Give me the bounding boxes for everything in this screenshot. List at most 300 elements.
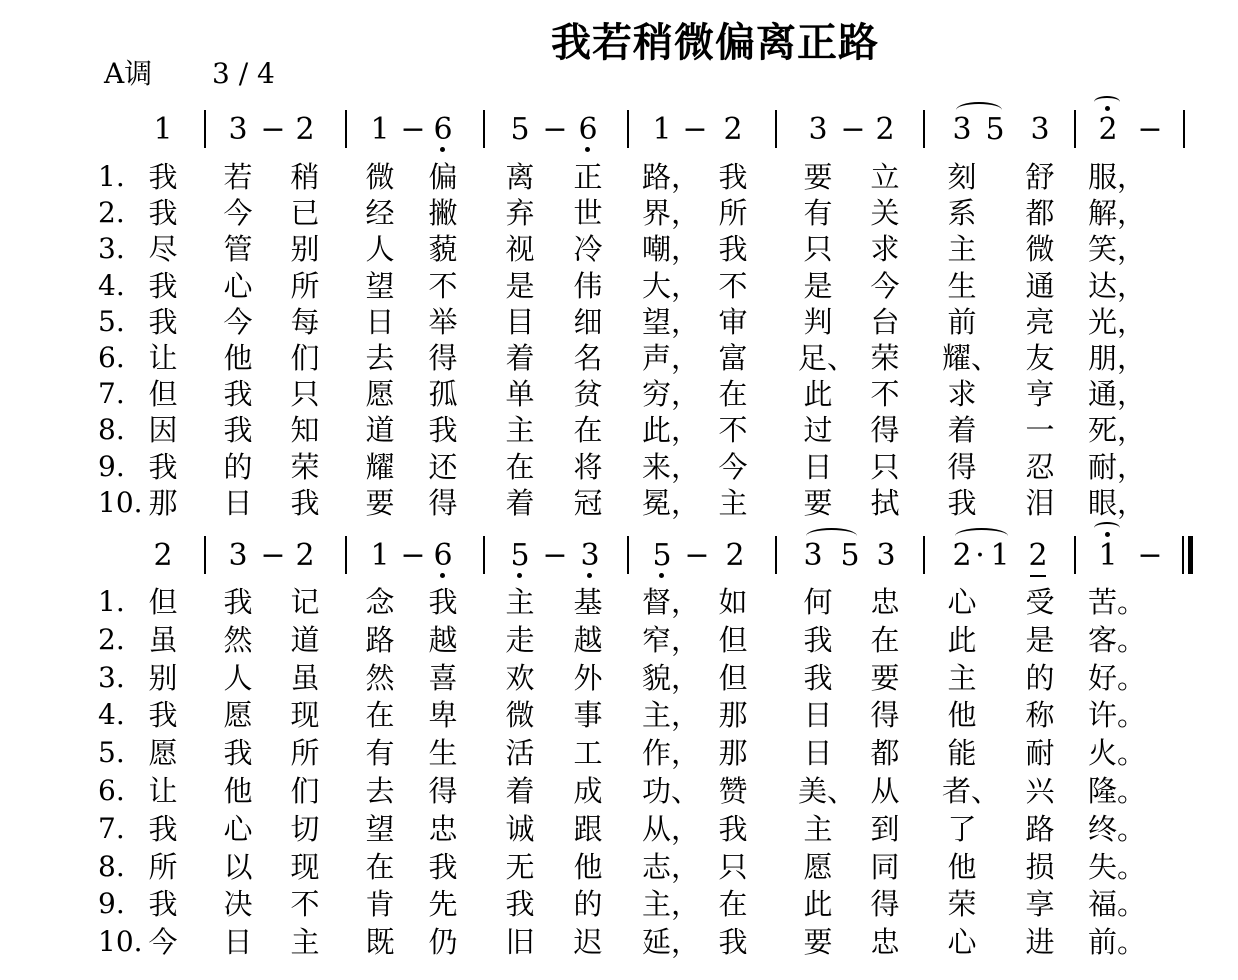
verse-number: 10.	[98, 925, 143, 959]
verse-number: 3.	[98, 660, 125, 694]
note	[866, 538, 906, 574]
slur	[806, 528, 857, 544]
lyric-char: 我	[428, 849, 458, 884]
verse-number: 5.	[98, 304, 125, 338]
lyric-char: 是	[803, 268, 833, 303]
verse-number: 3.	[98, 232, 125, 266]
lyric-char: 肯	[365, 887, 395, 922]
note-text: −	[260, 538, 286, 573]
lyric-char: 是	[505, 268, 535, 303]
lyric-char: 弃	[505, 196, 535, 231]
final-bar-line-thick	[1188, 536, 1193, 574]
lyric-char: 心	[947, 585, 977, 619]
lyric-char: 单	[505, 377, 535, 412]
lyric-char: 今	[148, 925, 178, 960]
lyric-char: 朋，	[1088, 341, 1147, 375]
lyric-char: 嘲，	[642, 232, 701, 267]
lyric-char: 笑，	[1088, 232, 1147, 267]
note	[500, 538, 540, 574]
note	[218, 112, 258, 148]
note	[713, 112, 753, 148]
note-text: −	[542, 538, 568, 573]
lyric-char: 举	[428, 304, 458, 339]
lyric-char: 不	[870, 377, 900, 412]
lyric-char: 荣	[947, 887, 977, 922]
lyric-char: 求	[870, 232, 900, 267]
lyric-char: 能	[947, 736, 977, 771]
lyric-char: 然	[365, 660, 395, 695]
lyric-char: 得	[947, 449, 977, 484]
lyric-char: 微	[365, 160, 395, 194]
verse-number: 4.	[98, 268, 125, 302]
lyric-char: 我	[148, 196, 178, 231]
lyric-char: 他	[947, 849, 977, 884]
lyric-char: 道	[365, 413, 395, 448]
lyric-char: 事	[573, 698, 603, 733]
note	[285, 112, 325, 148]
lyric-char: 着	[947, 413, 977, 448]
lyric-char: 此，	[642, 413, 701, 448]
lyric-char: 因	[148, 413, 178, 448]
lyric-char: 今	[718, 449, 748, 484]
lyric-char: 我	[290, 485, 320, 520]
note-text: −	[400, 112, 426, 147]
bar-line	[627, 536, 629, 574]
lyric-char: 立	[870, 160, 900, 194]
note-text: 5	[510, 538, 530, 573]
lyric-char: 有	[365, 736, 395, 771]
lyric-char: 死，	[1088, 413, 1147, 448]
note-text: 3	[1030, 112, 1050, 147]
note-text: 2	[153, 538, 173, 573]
lyric-char: 知	[290, 413, 320, 448]
lyric-char: 荣	[870, 341, 900, 375]
lyric-char: 让	[148, 341, 178, 375]
note-text: 3	[876, 538, 896, 573]
lyric-char: 好。	[1088, 660, 1147, 695]
lyric-char: 他	[223, 774, 253, 808]
lyric-char: 此	[947, 622, 977, 657]
note-text: 3	[952, 112, 972, 147]
lyric-char: 经	[365, 196, 395, 231]
lyric-char: 穷，	[642, 377, 701, 412]
lyric-char: 我	[148, 268, 178, 303]
lyric-char: 如	[718, 585, 748, 619]
lyric-char: 稍	[290, 160, 320, 194]
lyric-char: 工	[573, 736, 603, 771]
lyric-char: 愿	[365, 377, 395, 412]
note-text: −	[682, 112, 708, 147]
lyric-char: 主	[718, 485, 748, 520]
lyric-char: 荣	[290, 449, 320, 484]
verse-number: 8.	[98, 849, 125, 883]
low-octave-dot	[587, 573, 592, 578]
low-octave-dot	[440, 573, 445, 578]
lyric-char: 许。	[1088, 698, 1147, 733]
lyric-char: 若	[223, 160, 253, 194]
lyric-char: 要	[870, 660, 900, 695]
note-text: 2	[295, 112, 315, 147]
lyric-char: 忠	[870, 925, 900, 960]
slur	[956, 102, 1002, 118]
note-text: 3	[808, 112, 828, 147]
low-octave-dot	[585, 147, 590, 152]
verse-number: 8.	[98, 413, 125, 447]
lyric-char: 别	[148, 660, 178, 695]
lyric-char: 不	[290, 887, 320, 922]
note-text: 2	[952, 538, 972, 573]
lyric-char: 在	[365, 698, 395, 733]
lyric-char: 进	[1025, 925, 1055, 960]
lyric-char: 享	[1025, 887, 1055, 922]
lyric-char: 们	[290, 341, 320, 375]
lyric-char: 日	[223, 925, 253, 960]
lyric-char: 决	[223, 887, 253, 922]
duration-dash	[677, 538, 717, 574]
note-text: 3	[803, 538, 823, 573]
lyric-char: 的	[223, 449, 253, 484]
note	[570, 538, 610, 574]
lyric-char: 一	[1025, 413, 1055, 448]
lyric-char: 主	[505, 585, 535, 619]
lyric-char: 解，	[1088, 196, 1147, 231]
lyric-char: 但	[148, 585, 178, 619]
lyric-char: 在	[718, 887, 748, 922]
note-text: 6	[433, 538, 453, 573]
lyric-char: 贫	[573, 377, 603, 412]
lyric-char: 路，	[642, 160, 701, 194]
lyric-char: 每	[290, 304, 320, 339]
lyric-char: 过	[803, 413, 833, 448]
low-octave-dot	[440, 147, 445, 152]
lyric-char: 关	[870, 196, 900, 231]
verse-number: 1.	[98, 160, 125, 193]
fermata-arc	[1094, 96, 1120, 108]
note-text: 1	[652, 112, 672, 147]
lyric-char: 我	[718, 232, 748, 267]
note	[143, 538, 183, 574]
note	[423, 112, 463, 148]
lyric-char: 服，	[1088, 160, 1147, 194]
note	[1088, 112, 1128, 148]
bar-line	[627, 110, 629, 148]
lyric-char: 已	[290, 196, 320, 231]
lyric-char: 要	[803, 925, 833, 960]
lyric-char: 客。	[1088, 622, 1147, 657]
lyric-char: 得	[870, 413, 900, 448]
lyric-char: 愿	[148, 736, 178, 771]
lyric-char: 但	[148, 377, 178, 412]
lyric-char: 此	[803, 377, 833, 412]
lyric-char: 在	[505, 449, 535, 484]
lyric-char: 我	[223, 377, 253, 412]
lyric-char: 从	[870, 774, 900, 808]
lyric-char: 主	[947, 232, 977, 267]
lyric-char: 我	[148, 160, 178, 194]
lyric-char: 孤	[428, 377, 458, 412]
lyric-char: 今	[870, 268, 900, 303]
lyric-char: 我	[148, 449, 178, 484]
lyric-char: 还	[428, 449, 458, 484]
lyric-char: 们	[290, 774, 320, 808]
lyric-char: 者、	[942, 774, 1001, 808]
verse-number: 7.	[98, 377, 125, 411]
lyric-char: 今	[223, 196, 253, 231]
note-text: 3	[228, 112, 248, 147]
note	[715, 538, 755, 574]
lyric-char: 刻	[947, 160, 977, 194]
lyric-char: 切	[290, 811, 320, 846]
lyric-char: 他	[573, 849, 603, 884]
lyric-char: 日	[223, 485, 253, 520]
note-text: ·	[975, 538, 985, 573]
lyric-char: 忍	[1025, 449, 1055, 484]
note-text: −	[840, 112, 866, 147]
note-text: 5	[510, 112, 530, 147]
lyric-char: 从，	[642, 811, 701, 846]
lyric-char: 日	[365, 304, 395, 339]
lyric-char: 微	[505, 698, 535, 733]
lyric-char: 前	[947, 304, 977, 339]
verse-number: 4.	[98, 698, 125, 732]
note-text: 5	[652, 538, 672, 573]
lyric-char: 诚	[505, 811, 535, 846]
lyric-char: 无	[505, 849, 535, 884]
lyric-char: 望，	[642, 304, 701, 339]
lyric-char: 的	[1025, 660, 1055, 695]
duration-dash	[1130, 112, 1170, 148]
lyric-char: 越	[428, 622, 458, 657]
note-text: 1	[370, 112, 390, 147]
lyric-char: 心	[947, 925, 977, 960]
lyric-char: 的	[573, 887, 603, 922]
lyric-char: 所	[290, 268, 320, 303]
lyric-char: 现	[290, 698, 320, 733]
lyric-char: 愿	[803, 849, 833, 884]
bar-line	[483, 110, 485, 148]
duration-dash	[535, 538, 575, 574]
lyric-char: 通，	[1088, 377, 1147, 412]
lyric-char: 火。	[1088, 736, 1147, 771]
note-text: 3	[580, 538, 600, 573]
lyric-char: 苦。	[1088, 585, 1147, 619]
lyric-char: 泪	[1025, 485, 1055, 520]
lyric-char: 所	[290, 736, 320, 771]
note	[1020, 112, 1060, 148]
lyric-char: 成	[573, 774, 603, 808]
note-text: 2	[1098, 112, 1118, 147]
lyric-char: 得	[428, 341, 458, 375]
lyric-char: 记	[290, 585, 320, 619]
song-title: 我若稍微偏离正路	[551, 20, 879, 66]
lyric-char: 望	[365, 268, 395, 303]
lyric-char: 藐	[428, 232, 458, 267]
lyric-char: 心	[223, 811, 253, 846]
lyric-char: 去	[365, 774, 395, 808]
lyric-char: 愿	[223, 698, 253, 733]
lyric-char: 微	[1025, 232, 1055, 267]
note	[1088, 538, 1128, 574]
lyric-char: 日	[803, 698, 833, 733]
note	[143, 112, 183, 148]
lyric-char: 忠	[428, 811, 458, 846]
bar-line	[923, 110, 925, 148]
lyric-char: 着	[505, 774, 535, 808]
lyric-char: 福。	[1088, 887, 1147, 922]
note	[865, 112, 905, 148]
lyric-char: 欢	[505, 660, 535, 695]
lyric-char: 那	[148, 485, 178, 520]
lyric-char: 但	[718, 660, 748, 695]
low-octave-dot	[517, 573, 522, 578]
lyric-char: 声，	[642, 341, 701, 375]
note-text: −	[1137, 538, 1163, 573]
bar-line	[204, 536, 206, 574]
lyric-char: 喜	[428, 660, 458, 695]
lyric-char: 我	[803, 660, 833, 695]
lyric-char: 望	[365, 811, 395, 846]
note	[500, 112, 540, 148]
lyric-char: 卑	[428, 698, 458, 733]
lyric-char: 耐，	[1088, 449, 1147, 484]
lyric-char: 不	[718, 413, 748, 448]
note-text: 6	[433, 112, 453, 147]
note-text: 1	[153, 112, 173, 147]
lyric-char: 将	[573, 449, 603, 484]
lyric-char: 我	[947, 485, 977, 520]
lyric-char: 但	[718, 622, 748, 657]
lyric-char: 我	[718, 160, 748, 194]
lyric-char: 来，	[642, 449, 701, 484]
lyric-char: 主	[290, 925, 320, 960]
lyric-char: 名	[573, 341, 603, 375]
bar-line	[345, 536, 347, 574]
lyric-char: 他	[223, 341, 253, 375]
lyric-char: 我	[718, 811, 748, 846]
note-text: 2	[1028, 538, 1048, 573]
lyric-char: 眼，	[1088, 485, 1147, 520]
note	[798, 112, 838, 148]
lyric-char: 偏	[428, 160, 458, 194]
bar-line	[775, 536, 777, 574]
lyric-char: 只	[803, 232, 833, 267]
note-text: −	[542, 112, 568, 147]
lyric-char: 只	[290, 377, 320, 412]
lyric-char: 我	[428, 413, 458, 448]
note-text: 5	[985, 112, 1005, 147]
lyric-char: 富	[718, 341, 748, 375]
lyric-char: 让	[148, 774, 178, 808]
lyric-char: 都	[1025, 196, 1055, 231]
lyric-char: 达，	[1088, 268, 1147, 303]
lyric-char: 日	[803, 449, 833, 484]
note-text: −	[400, 538, 426, 573]
lyric-char: 我	[223, 585, 253, 619]
lyric-char: 主，	[642, 887, 701, 922]
lyric-char: 终。	[1088, 811, 1147, 846]
lyric-char: 在	[573, 413, 603, 448]
lyric-char: 界，	[642, 196, 701, 231]
lyric-char: 我	[223, 413, 253, 448]
lyric-char: 念	[365, 585, 395, 619]
lyric-char: 路	[365, 622, 395, 657]
lyric-char: 生	[428, 736, 458, 771]
lyric-char: 赞	[718, 774, 748, 808]
lyric-char: 我	[148, 887, 178, 922]
lyric-char: 伟	[573, 268, 603, 303]
note-text: 2	[725, 538, 745, 573]
time-signature: 3 / 4	[212, 57, 275, 90]
lyric-char: 得	[428, 774, 458, 808]
lyric-char: 是	[1025, 622, 1055, 657]
note-text: 3	[228, 538, 248, 573]
lyric-char: 越	[573, 622, 603, 657]
lyric-char: 审	[718, 304, 748, 339]
lyric-char: 道	[290, 622, 320, 657]
lyric-char: 我	[505, 887, 535, 922]
verse-number: 6.	[98, 774, 125, 807]
note	[285, 538, 325, 574]
note-text: 1	[1098, 538, 1118, 573]
low-octave-dot	[659, 573, 664, 578]
lyric-char: 所	[718, 196, 748, 231]
lyric-char: 跟	[573, 811, 603, 846]
lyric-char: 活	[505, 736, 535, 771]
lyric-char: 拭	[870, 485, 900, 520]
lyric-char: 貌，	[642, 660, 701, 695]
bar-line	[483, 536, 485, 574]
lyric-char: 耀、	[942, 341, 1001, 375]
bar-line	[345, 110, 347, 148]
lyric-char: 他	[947, 698, 977, 733]
final-bar-line-thin	[1182, 536, 1184, 574]
lyric-char: 不	[718, 268, 748, 303]
lyric-char: 那	[718, 736, 748, 771]
note-text: 1	[370, 538, 390, 573]
lyric-char: 人	[365, 232, 395, 267]
lyric-char: 所	[148, 849, 178, 884]
lyric-char: 然	[223, 622, 253, 657]
note-text: 5	[840, 538, 860, 573]
lyric-char: 外	[573, 660, 603, 695]
lyric-char: 冷	[573, 232, 603, 267]
lyric-char: 不	[428, 268, 458, 303]
duration-dash	[675, 112, 715, 148]
verse-number: 6.	[98, 341, 125, 374]
note-text: 6	[578, 112, 598, 147]
lyric-char: 到	[870, 811, 900, 846]
lyric-char: 系	[947, 196, 977, 231]
lyric-char: 此	[803, 887, 833, 922]
lyric-char: 作，	[642, 736, 701, 771]
note-text: 2	[723, 112, 743, 147]
lyric-char: 舒	[1025, 160, 1055, 194]
note	[423, 538, 463, 574]
bar-line	[1074, 110, 1076, 148]
lyric-char: 友	[1025, 341, 1055, 375]
lyric-char: 我	[803, 622, 833, 657]
lyric-char: 亮	[1025, 304, 1055, 339]
lyric-char: 撇	[428, 196, 458, 231]
lyric-char: 基	[573, 585, 603, 619]
lyric-char: 志，	[642, 849, 701, 884]
note-text: −	[684, 538, 710, 573]
lyric-char: 心	[223, 268, 253, 303]
duration-dash	[1130, 538, 1170, 574]
lyric-char: 得	[428, 485, 458, 520]
lyric-char: 着	[505, 341, 535, 375]
lyric-char: 只	[718, 849, 748, 884]
